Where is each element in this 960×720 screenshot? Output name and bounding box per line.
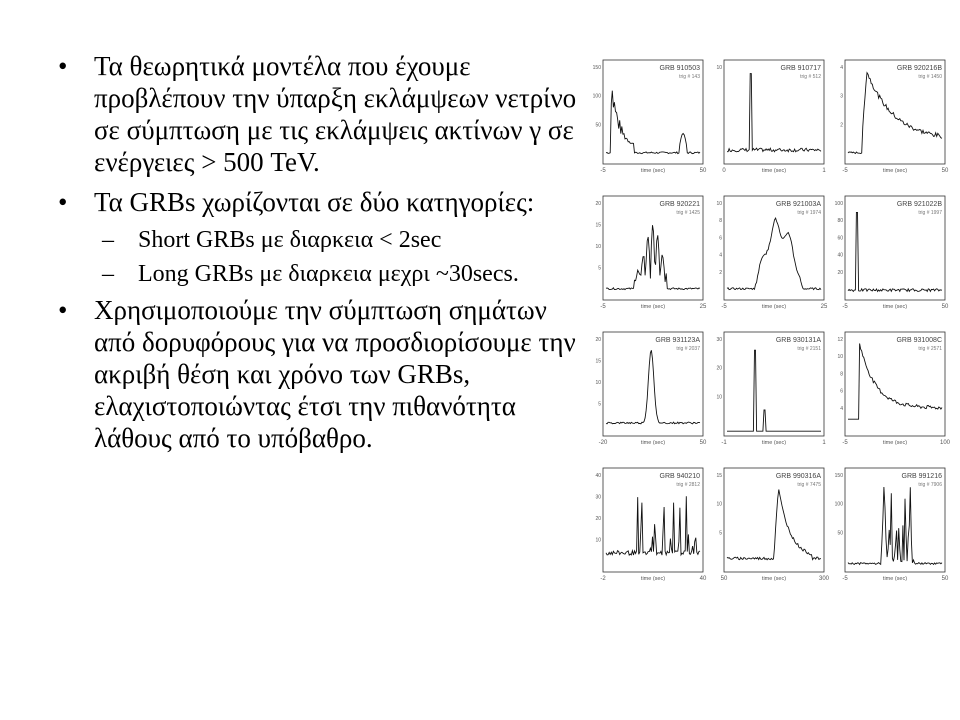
x-tick-label: 50 — [699, 168, 707, 174]
y-tick-label: 4 — [840, 65, 843, 71]
y-tick-label: 10 — [837, 354, 843, 361]
y-tick-label: 5 — [719, 530, 722, 537]
sub-bullet-marker: – — [102, 261, 114, 287]
y-tick-label: 2 — [719, 269, 722, 276]
panel-trigger-label: trig # 1425 — [676, 210, 700, 216]
bullet-marker: • — [58, 295, 68, 325]
y-tick-label: 15 — [716, 473, 722, 479]
y-tick-label: 5 — [598, 265, 601, 272]
y-tick-label: 60 — [837, 235, 843, 242]
y-tick-label: 10 — [716, 201, 722, 207]
y-tick-label: 20 — [595, 516, 601, 522]
bullet-1 — [58, 50, 588, 178]
x-tick-label: -5 — [842, 576, 848, 582]
x-tick-label: 50 — [699, 440, 707, 446]
x-tick-label: 50 — [720, 576, 728, 582]
y-tick-label: 6 — [719, 235, 722, 242]
panel-title: GRB 921022B — [896, 201, 942, 208]
lightcurve-panel — [716, 332, 826, 446]
x-axis-label: time (sec) — [640, 168, 666, 174]
x-axis-label: time (sec) — [640, 304, 666, 310]
x-tick-label: 0 — [722, 168, 726, 174]
y-tick-label: 50 — [595, 122, 601, 129]
x-axis-label: time (sec) — [761, 168, 787, 174]
grb-lightcurve-grid — [590, 56, 960, 600]
x-tick-label: -5 — [842, 304, 848, 310]
sub-bullet-text: Long GRBs με διαρκεια μεχρι ~30secs. — [138, 261, 519, 287]
x-tick-label: 50 — [941, 168, 949, 174]
y-tick-label: 8 — [719, 218, 722, 225]
y-tick-label: 150 — [834, 473, 843, 479]
y-tick-label: 10 — [716, 394, 722, 401]
x-tick-label: 1 — [822, 168, 826, 174]
panel-title: GRB 930131A — [775, 337, 821, 344]
x-tick-label: -5 — [600, 304, 606, 310]
lightcurve-panel — [835, 196, 949, 310]
y-tick-label: 20 — [595, 201, 601, 207]
y-tick-label: 10 — [716, 65, 722, 71]
x-axis-label: time (sec) — [882, 576, 908, 582]
bullet-text: Τα GRBs χωρίζονται σε δύο κατηγορίες: — [94, 187, 535, 217]
panel-title: GRB 991216 — [901, 473, 942, 480]
y-tick-label: 15 — [595, 222, 601, 229]
y-tick-label: 150 — [592, 65, 601, 71]
y-tick-label: 80 — [837, 218, 843, 225]
y-tick-label: 40 — [595, 473, 601, 479]
panel-title: GRB 940210 — [659, 473, 700, 480]
panel-trigger-label: trig # 143 — [679, 74, 700, 80]
y-tick-label: 50 — [837, 530, 843, 537]
sub-bullet-1 — [58, 226, 588, 254]
panel-trigger-label: trig # 2812 — [676, 482, 700, 488]
panel-trigger-label: trig # 7475 — [797, 482, 821, 488]
lightcurve-panel — [716, 60, 826, 174]
y-tick-label: 100 — [592, 93, 601, 100]
x-axis-label: time (sec) — [882, 440, 908, 446]
x-tick-label: 25 — [699, 304, 707, 310]
y-tick-label: 6 — [840, 388, 843, 395]
lightcurve-panel — [595, 468, 707, 582]
x-tick-label: -5 — [721, 304, 727, 310]
panel-title: GRB 910503 — [659, 65, 700, 72]
x-tick-label: 1 — [822, 440, 826, 446]
x-axis-label: time (sec) — [761, 304, 787, 310]
y-tick-label: 2 — [840, 122, 843, 129]
lightcurve-panel — [716, 196, 828, 310]
x-axis-label: time (sec) — [882, 168, 908, 174]
x-tick-label: -2 — [600, 576, 606, 582]
bullet-text: Τα θεωρητικά μοντέλα που έχουμε προβλέπουν την ύπαρξη εκλάμψεων νετρίνο σε σύμπτωση με τις εκλάμψεις ακτίνων γ σε ενέργειες > 500 TeV. — [94, 51, 577, 177]
x-tick-label: -1 — [721, 440, 727, 446]
sub-bullet-text: Short GRBs με διαρκεια < 2sec — [138, 227, 442, 253]
panel-trigger-label: trig # 2037 — [676, 346, 700, 352]
panel-trigger-label: trig # 512 — [800, 74, 821, 80]
x-tick-label: 100 — [939, 440, 951, 446]
y-tick-label: 20 — [595, 337, 601, 343]
y-tick-label: 3 — [840, 93, 843, 100]
panel-trigger-label: trig # 1974 — [797, 210, 821, 216]
x-axis-label: time (sec) — [761, 576, 787, 582]
lightcurve-panel — [593, 60, 707, 174]
y-tick-label: 100 — [834, 201, 843, 207]
x-tick-label: -5 — [842, 168, 848, 174]
bullet-2 — [58, 186, 588, 218]
y-tick-label: 20 — [716, 365, 722, 372]
bullet-marker: • — [58, 51, 68, 81]
lightcurve-panel — [835, 468, 949, 582]
x-axis-label: time (sec) — [882, 304, 908, 310]
x-axis-label: time (sec) — [640, 576, 666, 582]
panel-title: GRB 910717 — [780, 65, 821, 72]
y-tick-label: 8 — [840, 371, 843, 378]
lightcurve-panel — [840, 60, 949, 174]
x-tick-label: 50 — [941, 304, 949, 310]
panel-title: GRB 931008C — [896, 337, 942, 344]
y-tick-label: 40 — [837, 252, 843, 259]
y-tick-label: 15 — [595, 358, 601, 365]
panel-title: GRB 920216B — [896, 65, 942, 72]
panel-trigger-label: trig # 1450 — [918, 74, 942, 80]
y-tick-label: 10 — [595, 380, 601, 386]
bullet-list — [58, 50, 588, 462]
panel-title: GRB 921003A — [775, 201, 821, 208]
lightcurve-panel — [595, 332, 707, 446]
panel-title: GRB 920221 — [659, 201, 700, 208]
x-tick-label: 40 — [699, 576, 707, 582]
bullet-text: Χρησιμοποιούμε την σύμπτωση σημάτων από δορυφόρους για να προσδιορίσουμε την ακριβή θέση και χρόνο των GRBs, ελαχιστοποιώντας έτσι την πιθανότητα λάθους από το υπόβαθρο. — [94, 295, 576, 453]
sub-bullet-marker: – — [102, 227, 114, 253]
x-axis-label: time (sec) — [640, 440, 666, 446]
panel-trigger-label: trig # 1997 — [918, 210, 942, 216]
panel-trigger-label: trig # 7906 — [918, 482, 942, 488]
y-tick-label: 10 — [716, 501, 722, 508]
lightcurve-panel — [595, 196, 707, 310]
bullet-3 — [58, 294, 588, 454]
x-tick-label: -5 — [842, 440, 848, 446]
x-tick-label: 25 — [820, 304, 828, 310]
panel-title: GRB 990316A — [775, 473, 821, 480]
y-tick-label: 20 — [837, 269, 843, 276]
y-tick-label: 10 — [595, 244, 601, 250]
y-tick-label: 5 — [598, 401, 601, 408]
y-tick-label: 30 — [716, 337, 722, 343]
y-tick-label: 4 — [840, 405, 843, 412]
y-tick-label: 30 — [595, 494, 601, 501]
x-tick-label: -20 — [598, 440, 608, 446]
bullet-marker: • — [58, 187, 68, 217]
x-tick-label: -5 — [600, 168, 606, 174]
y-tick-label: 10 — [595, 537, 601, 544]
x-tick-label: 50 — [941, 576, 949, 582]
lightcurve-panel — [716, 468, 829, 582]
panel-trigger-label: trig # 2571 — [918, 346, 942, 352]
y-tick-label: 100 — [834, 501, 843, 508]
y-tick-label: 12 — [837, 337, 843, 343]
y-tick-label: 4 — [719, 252, 722, 259]
panel-title: GRB 931123A — [655, 337, 700, 344]
x-tick-label: 300 — [818, 576, 830, 582]
lightcurve-panel — [837, 332, 950, 446]
sub-bullet-2 — [58, 260, 588, 288]
x-axis-label: time (sec) — [761, 440, 787, 446]
panel-trigger-label: trig # 2151 — [797, 346, 821, 352]
lightcurve-figure — [590, 56, 960, 600]
